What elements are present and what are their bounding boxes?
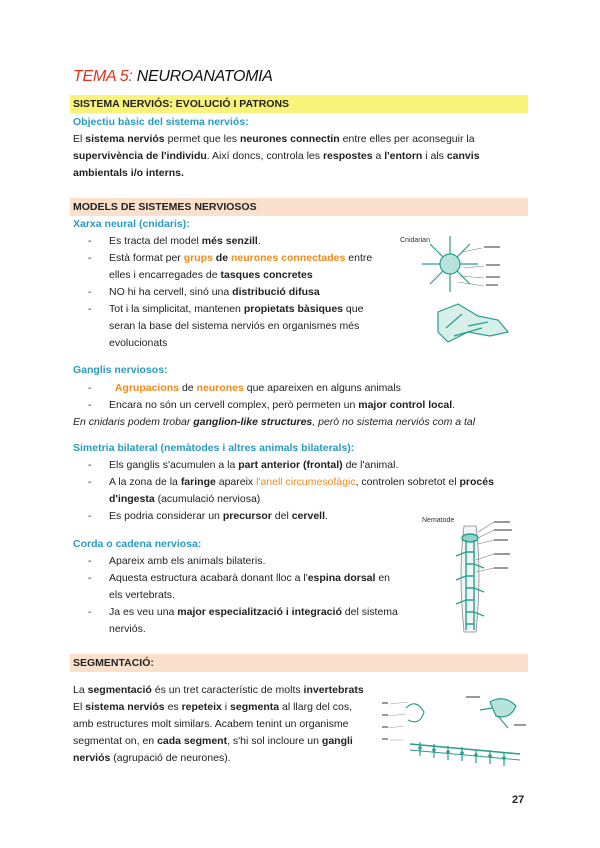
list-item: - Apareix amb els animals bilateris. [88,553,418,570]
list-item: - NO hi ha cervell, sinó una distribució difusa [88,284,378,301]
list-item: - Encara no són un cervell complex, però permeten un major control local. [88,397,528,414]
list-item: - A la zona de la faringe apareix l'anell circumesofàgic, controlen sobretot el procés d'ingesta (acumulació nerviosa) [88,474,533,508]
list-item: - Es tracta del model més senzill. [88,233,378,250]
list-item: - Agrupacions de neurones que apareixen en alguns animals [88,380,528,397]
section-header-evolucio: SISTEMA NERVIÓS: EVOLUCIÓ I PATRONS [70,95,528,113]
section-header-segmentacio: SEGMENTACIÓ: [70,654,528,672]
note-cnidaris: En cnidaris podem trobar ganglion-like structures, però no sistema nerviós com a tal [73,416,476,428]
subheading-corda: Corda o cadena nerviosa: [73,538,202,550]
section-header-models: MODELS DE SISTEMES NERVIOSOS [70,198,528,216]
page-title: TEMA 5: NEUROANATOMIA [73,68,273,85]
list-item: - Aquesta estructura acabarà donant lloc a l'espina dorsal en els vertebrats. [88,570,418,604]
list-item: - Està format per grups de neurones connectades entre elles i encarregades de tasques concretes [88,250,378,284]
segmented-figure [380,684,530,774]
nematode-label: Nematode [422,517,455,524]
cnidarian-label: Cnidarian [400,237,430,244]
list-xarxa [88,233,378,352]
paragraph-objectiu: El sistema nerviós permet que les neurones connectin entre elles per aconseguir la supervivència de l'individu. Així doncs, controla les respostes a l'entorn i als canvis ambientals i/o interns. [73,133,480,179]
paragraph-segmentacio: La segmentació és un tret característic de molts invertebrats El sistema nerviós es repeteix i segmenta al llarg del cos, amb estructures molt similars. Acabem tenint un organisme segmentat on, en cada segment, s'hi sol incloure un gangli nerviós (agrupació de neurones). [73,684,364,764]
list-item: - Ja es veu una major especialització i integració del sistema nerviós. [88,604,418,638]
subheading-xarxa: Xarxa neural (cnidaris): [73,218,190,230]
subheading-simetria: Simetria bilateral (nemàtodes i altres animals bilaterals): [73,442,355,454]
list-item: - Els ganglis s'acumulen a la part anterior (frontal) de l'animal. [88,457,533,474]
subheading-objectiu: Objectiu bàsic del sistema nerviós: [73,116,249,128]
subheading-ganglis: Ganglis nerviosos: [73,364,168,376]
cnidarian-figure [398,232,526,352]
list-corda [88,553,418,638]
list-item: - Tot i la simplicitat, mantenen propietats bàsiques que seran la base del sistema nerviós en organismes més evolucionats [88,301,378,352]
page-number: 27 [512,794,525,806]
list-ganglis [88,380,528,414]
list-item: - Es podria considerar un precursor del cervell. [88,508,533,525]
nematode-figure [420,512,530,642]
